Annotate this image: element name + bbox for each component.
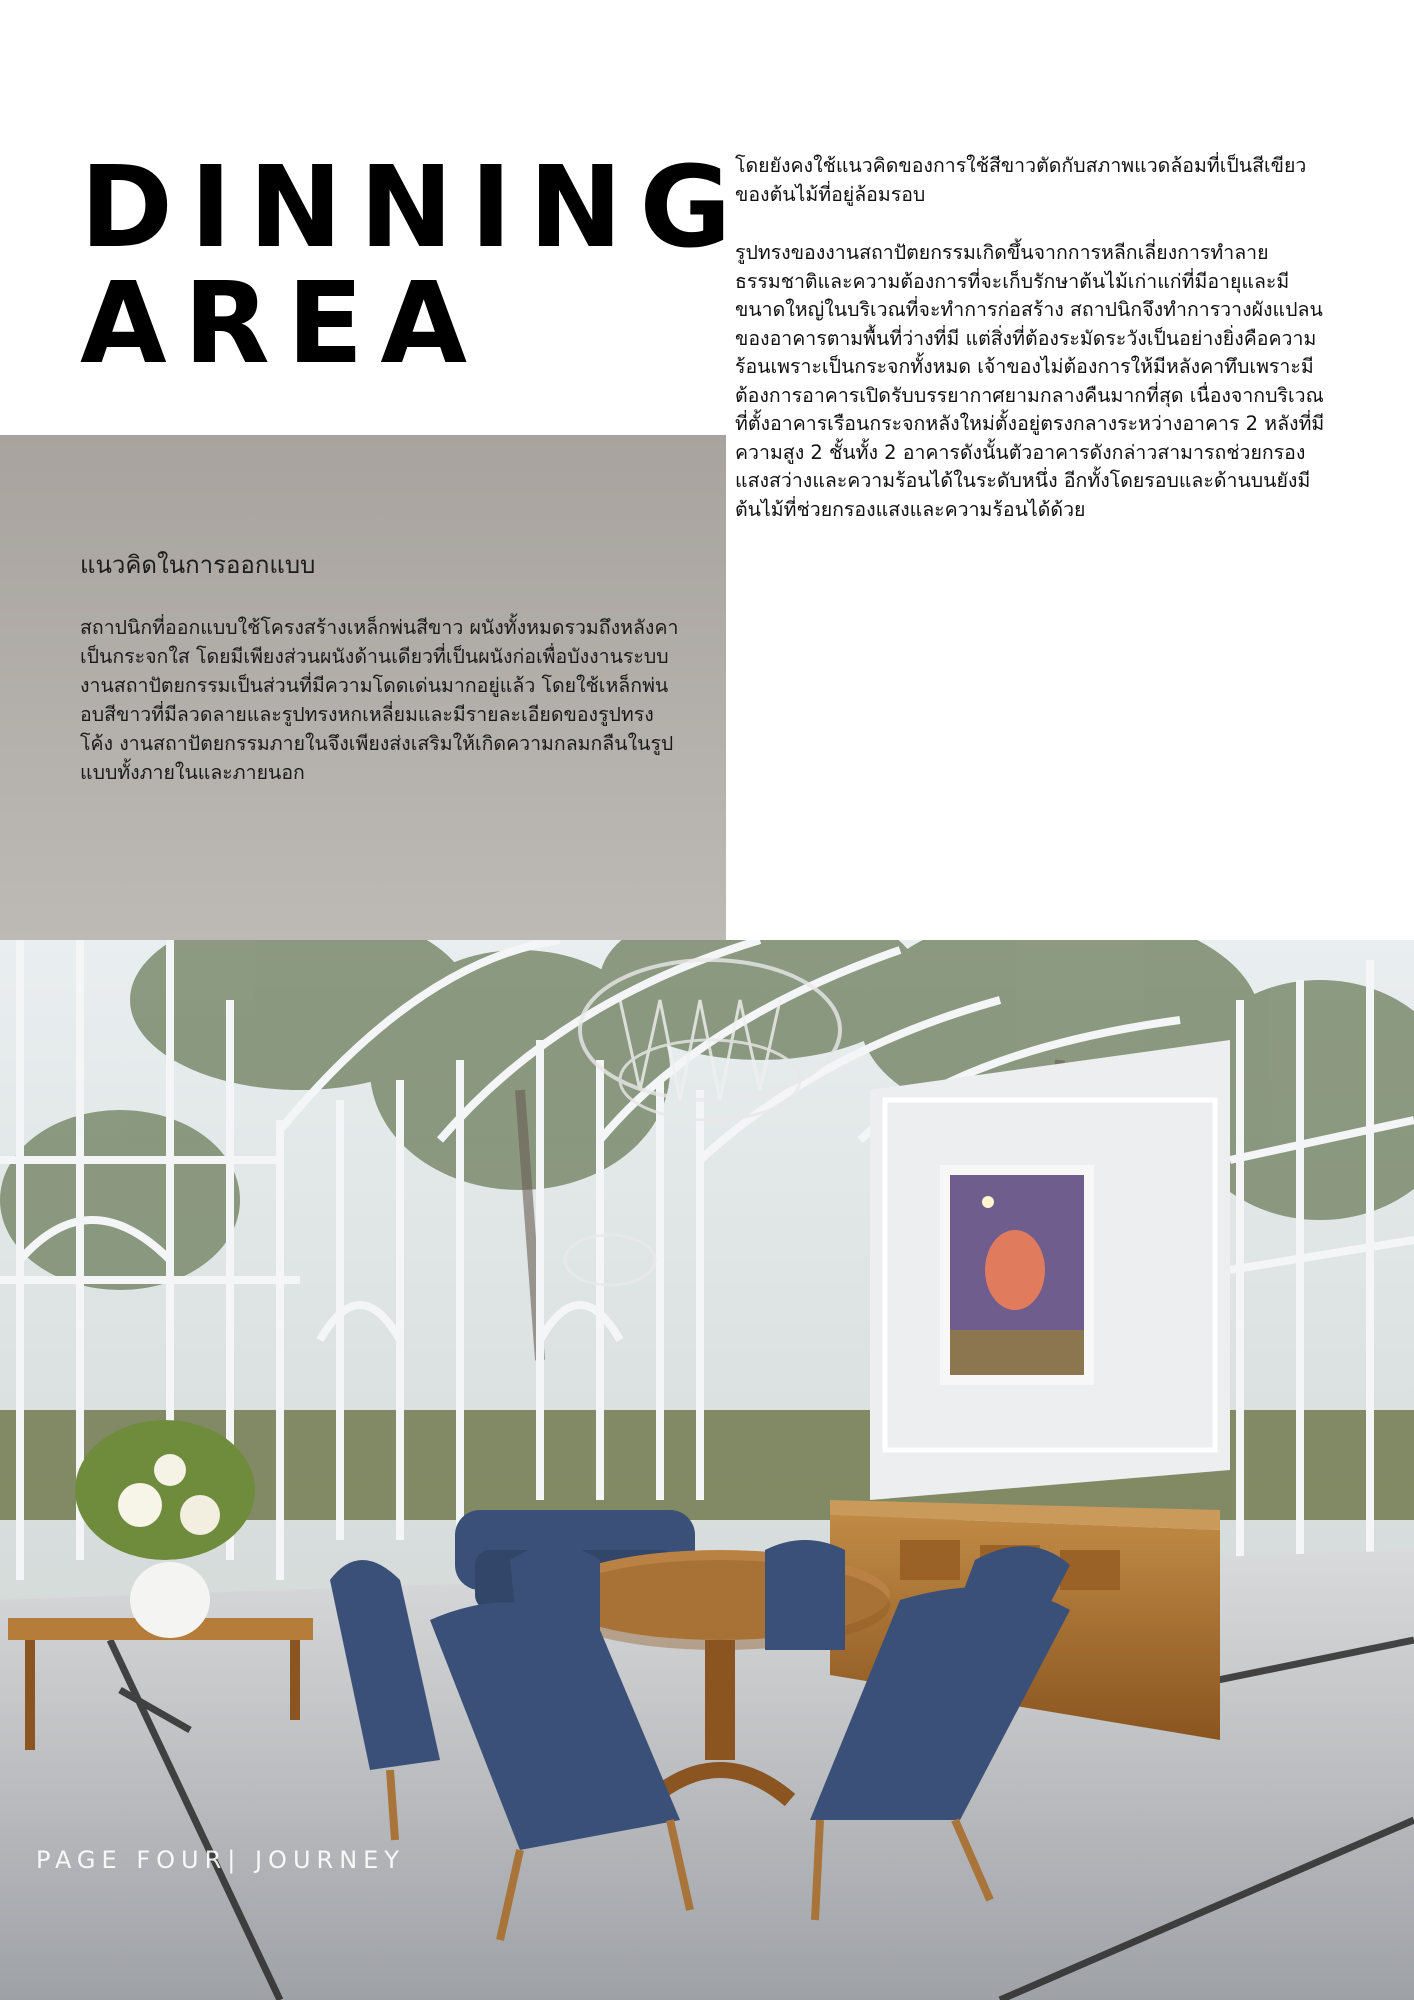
title-line-1: DINNING — [80, 143, 749, 273]
intro-text — [735, 152, 1335, 554]
page-footer: PAGE FOUR| JOURNEY — [36, 1846, 405, 1874]
painting-lotus — [985, 1230, 1045, 1310]
intro-paragraph-2: รูปทรงของงานสถาปัตยกรรมเกิดขึ้นจากการหลีกเลี่ยงการทำลายธรรมชาติและความต้องการที่จะเก็บรักษาต้นไม้เก่าแก่ที่มีอายุและมีขนาดใหญ่ในบริเวณที่จะทำการก่อสร้าง สถาปนิกจึงทำการวางผังแปลนของอาคารตามพื้นที่ว่างที่มี แต่สิ่งที่ต้องระมัดระวังเป็นอย่างยิ่งคือความร้อนเพราะเป็นกระจกทั้งหมด เจ้าของไม่ต้องการให้มีหลังคาทึบเพราะมีต้องการอาคารเปิดรับบรรยากาศยามกลางคืนมากที่สุด เนื่องจากบริเวณที่ตั้งอาคารเรือนกระจกหลังใหม่ตั้งอยู่ตรงกลางระหว่างอาคาร 2 หลังที่มีความสูง 2 ชั้นทั้ง 2 อาคารดังนั้นตัวอาคารดังกล่าวสามารถช่วยกรองแสงสว่างและความร้อนได้ในระดับหนึ่ง อีกทั้งโดยรอบและด้านบนยังมีต้นไม้ที่ช่วยกรองแสงและความร้อนได้ด้วย — [735, 241, 1325, 521]
title-line-2: AREA — [80, 259, 485, 389]
concept-body: สถาปนิกที่ออกแบบใช้โครงสร้างเหล็กพ่นสีขาว ผนังทั้งหมดรวมถึงหลังคาเป็นกระจกใส โดยมีเพียงส่วนผนังด้านเดียวที่เป็นผนังก่อเพื่อบังงานระบบ งานสถาปัตยกรรมเป็นส่วนที่มีความโดดเด่นมากอยู่แล้ว โดยใช้เหล็กพ่นอบสีขาวที่มีลวดลายและรูปทรงหกเหลี่ยมและมีรายละเอียดของรูปทรงโค้ง งานสถาปัตยกรรมภายในจึงเพียงส่งเสริมให้เกิดความกลมกลืนในรูปแบบทั้งภายในและภายนอก — [80, 616, 679, 784]
painting-moon — [982, 1196, 994, 1208]
vase — [130, 1562, 210, 1638]
dining-room-photo — [0, 940, 1414, 2000]
design-concept-panel — [0, 435, 726, 940]
dining-room-illustration — [0, 940, 1414, 2000]
concept-heading: แนวคิดในการออกแบบ — [80, 551, 316, 579]
flowers — [75, 1420, 255, 1560]
painting-ground — [950, 1330, 1084, 1375]
dining-table-pedestal — [705, 1640, 735, 1760]
intro-paragraph-1: โดยยังคงใช้แนวคิดของการใช้สีขาวตัดกับสภาพแวดล้อมที่เป็นสีเขียวของต้นไม้ที่อยู่ล้อมรอบ — [735, 154, 1307, 206]
page-title — [80, 143, 749, 389]
